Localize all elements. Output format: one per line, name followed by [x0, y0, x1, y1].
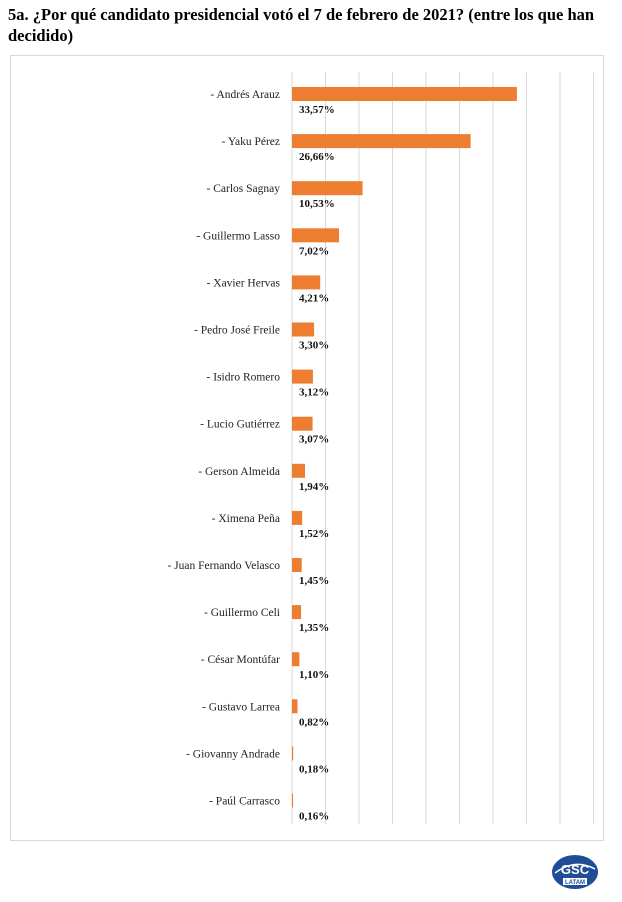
bar [292, 275, 320, 289]
category-label: - Yaku Pérez [221, 136, 280, 149]
chart-title: 5a. ¿Por qué candidato presidencial votó el 7 de febrero de 2021? (entre los que han decidido) [8, 5, 595, 45]
category-label: - Andrés Arauz [210, 89, 280, 101]
svg-text:LATAM: LATAM [564, 880, 586, 886]
category-label: - Paúl Carrasco [209, 795, 280, 808]
data-label: 0,18% [299, 763, 330, 776]
bar [292, 794, 293, 808]
category-label: - Lucio Gutiérrez [200, 418, 280, 431]
bar [292, 511, 302, 525]
bar [292, 228, 339, 242]
data-label: 7,02% [299, 245, 330, 258]
category-label: - Gerson Almeida [198, 465, 280, 478]
category-label: - Xavier Hervas [206, 277, 280, 290]
svg-text:GSC: GSC [560, 862, 590, 877]
data-label: 0,82% [299, 716, 330, 729]
data-label: 0,16% [299, 810, 330, 823]
bar [292, 699, 297, 713]
bar [292, 605, 301, 619]
category-label: - Guillermo Lasso [196, 230, 280, 243]
bar [292, 134, 471, 148]
data-label: 1,10% [299, 669, 330, 682]
data-label: 10,53% [299, 198, 335, 211]
category-label: - Giovanny Andrade [186, 748, 280, 761]
category-labels [167, 89, 280, 808]
bar [292, 417, 313, 431]
category-label: - Carlos Sagnay [206, 183, 280, 196]
bar [292, 87, 517, 101]
bar [292, 181, 363, 195]
bar [292, 464, 305, 478]
bar-chart [11, 56, 605, 842]
gsc-latam-logo [551, 853, 599, 891]
category-label: - Isidro Romero [206, 371, 280, 384]
category-label: - Gustavo Larrea [202, 701, 280, 714]
data-label: 3,07% [299, 433, 330, 446]
bar [292, 652, 299, 666]
data-label: 1,35% [299, 622, 330, 635]
category-label: - César Montúfar [200, 654, 280, 667]
data-label: 3,30% [299, 339, 330, 352]
chart-area [10, 55, 604, 841]
data-label: 4,21% [299, 292, 330, 305]
data-labels [299, 104, 335, 823]
data-label: 1,52% [299, 527, 330, 540]
data-label: 1,45% [299, 575, 330, 587]
category-label: - Guillermo Celi [203, 607, 280, 620]
bar [292, 746, 293, 760]
bar [292, 558, 302, 572]
bar [292, 370, 313, 384]
category-label: - Ximena Peña [211, 512, 280, 525]
data-label: 33,57% [299, 104, 335, 116]
data-label: 3,12% [299, 386, 330, 399]
bar [292, 323, 314, 337]
data-label: 26,66% [299, 151, 335, 164]
data-label: 1,94% [299, 480, 330, 493]
category-label: - Pedro José Freile [194, 324, 280, 337]
category-label: - Juan Fernando Velasco [167, 560, 280, 572]
